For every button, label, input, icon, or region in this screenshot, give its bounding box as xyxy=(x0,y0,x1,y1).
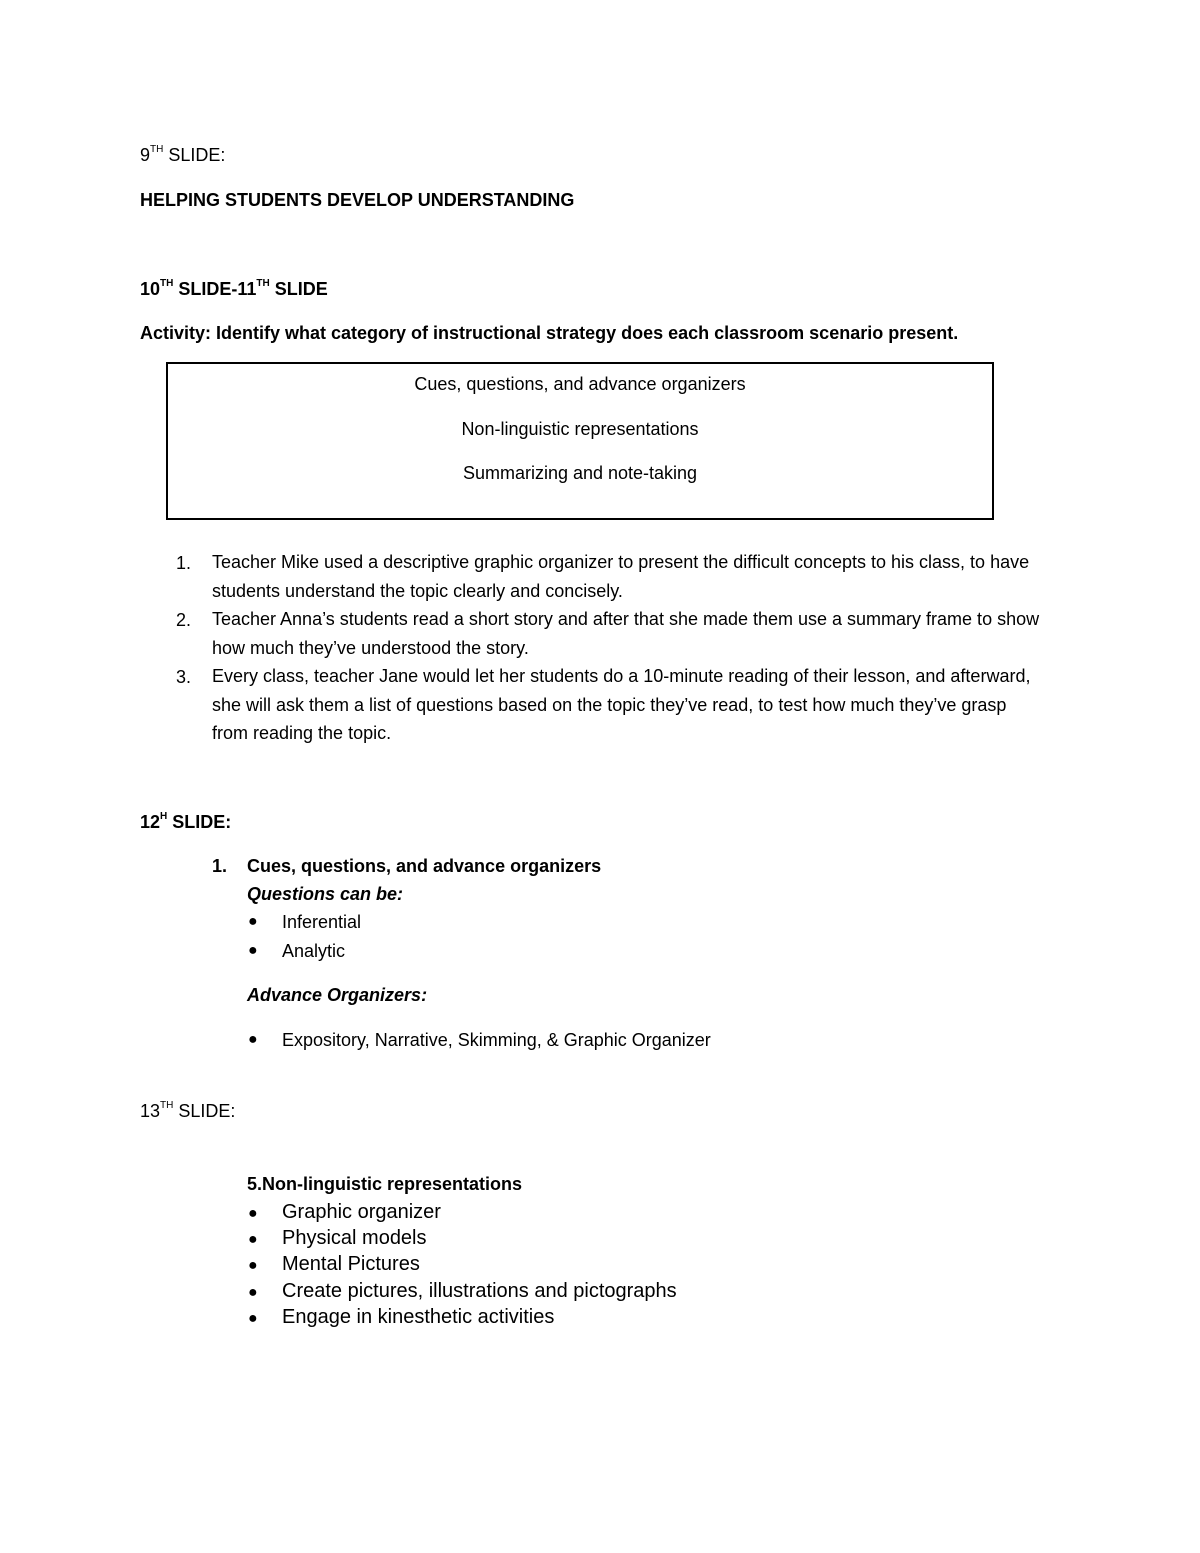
bullet-icon: ● xyxy=(248,1231,258,1248)
scenario-number: 2. xyxy=(176,610,192,630)
bullet-icon: ● xyxy=(248,1205,258,1222)
representation-item: Create pictures, illustrations and pictographs xyxy=(282,1280,677,1302)
scenario-text: Teacher Mike used a descriptive graphic organizer to present the difficult concepts to his class, to have students understand the topic clearly and concisely. xyxy=(212,552,1030,601)
section-1-number: 1. xyxy=(212,856,228,876)
slide-13-label: 13TH SLIDE: xyxy=(140,1100,236,1121)
slide-10-11-label: 10TH SLIDE-11TH SLIDE xyxy=(140,278,328,299)
scenario-text: Every class, teacher Jane would let her students do a 10-minute reading of their lesson, and afterward, she will ask them a list of questions based on the topic they’ve read, to test how much they’ve grasp from reading the topic. xyxy=(212,666,1031,743)
scenario-text: Teacher Anna’s students read a short story and after that she made them use a summary frame to show how much they’ve understood the story. xyxy=(212,609,1040,658)
scenario-number: 3. xyxy=(176,667,192,687)
representation-item: Engage in kinesthetic activities xyxy=(282,1306,555,1328)
bullet-icon: ● xyxy=(248,1031,258,1048)
slide-9-heading: HELPING STUDENTS DEVELOP UNDERSTANDING xyxy=(140,190,575,210)
questions-label: Questions can be: xyxy=(247,884,404,904)
slide-12-label: $12^H$ SLIDE: xyxy=(140,811,232,832)
section-5-title: 5.Non-linguistic representations xyxy=(247,1174,523,1194)
slide-9-label: 9TH SLIDE: xyxy=(140,144,226,165)
category-item: Cues, questions, and advance organizers xyxy=(414,374,746,394)
activity-instruction: Activity: Identify what category of instructional strategy does each classroom scenario present. xyxy=(140,323,959,343)
bullet-icon: ● xyxy=(248,942,258,959)
advance-organizers-label: Advance Organizers: xyxy=(247,985,428,1005)
bullet-icon: ● xyxy=(248,1257,258,1274)
question-type: Analytic xyxy=(282,941,346,961)
category-item: Non-linguistic representations xyxy=(461,419,699,439)
category-item: Summarizing and note-taking xyxy=(462,463,698,483)
bullet-icon: ● xyxy=(248,1284,258,1301)
representation-item: Graphic organizer xyxy=(282,1201,441,1223)
scenario-number: 1. xyxy=(176,553,192,573)
bullet-icon: ● xyxy=(248,1310,258,1327)
section-1-title: Cues, questions, and advance organizers xyxy=(247,856,602,876)
question-type: Inferential xyxy=(282,912,362,932)
advance-organizer-item: Expository, Narrative, Skimming, & Graphic Organizer xyxy=(282,1030,711,1050)
representation-item: Mental Pictures xyxy=(282,1253,420,1275)
representation-item: Physical models xyxy=(282,1227,427,1249)
category-box xyxy=(166,362,994,520)
bullet-icon: ● xyxy=(248,913,258,930)
